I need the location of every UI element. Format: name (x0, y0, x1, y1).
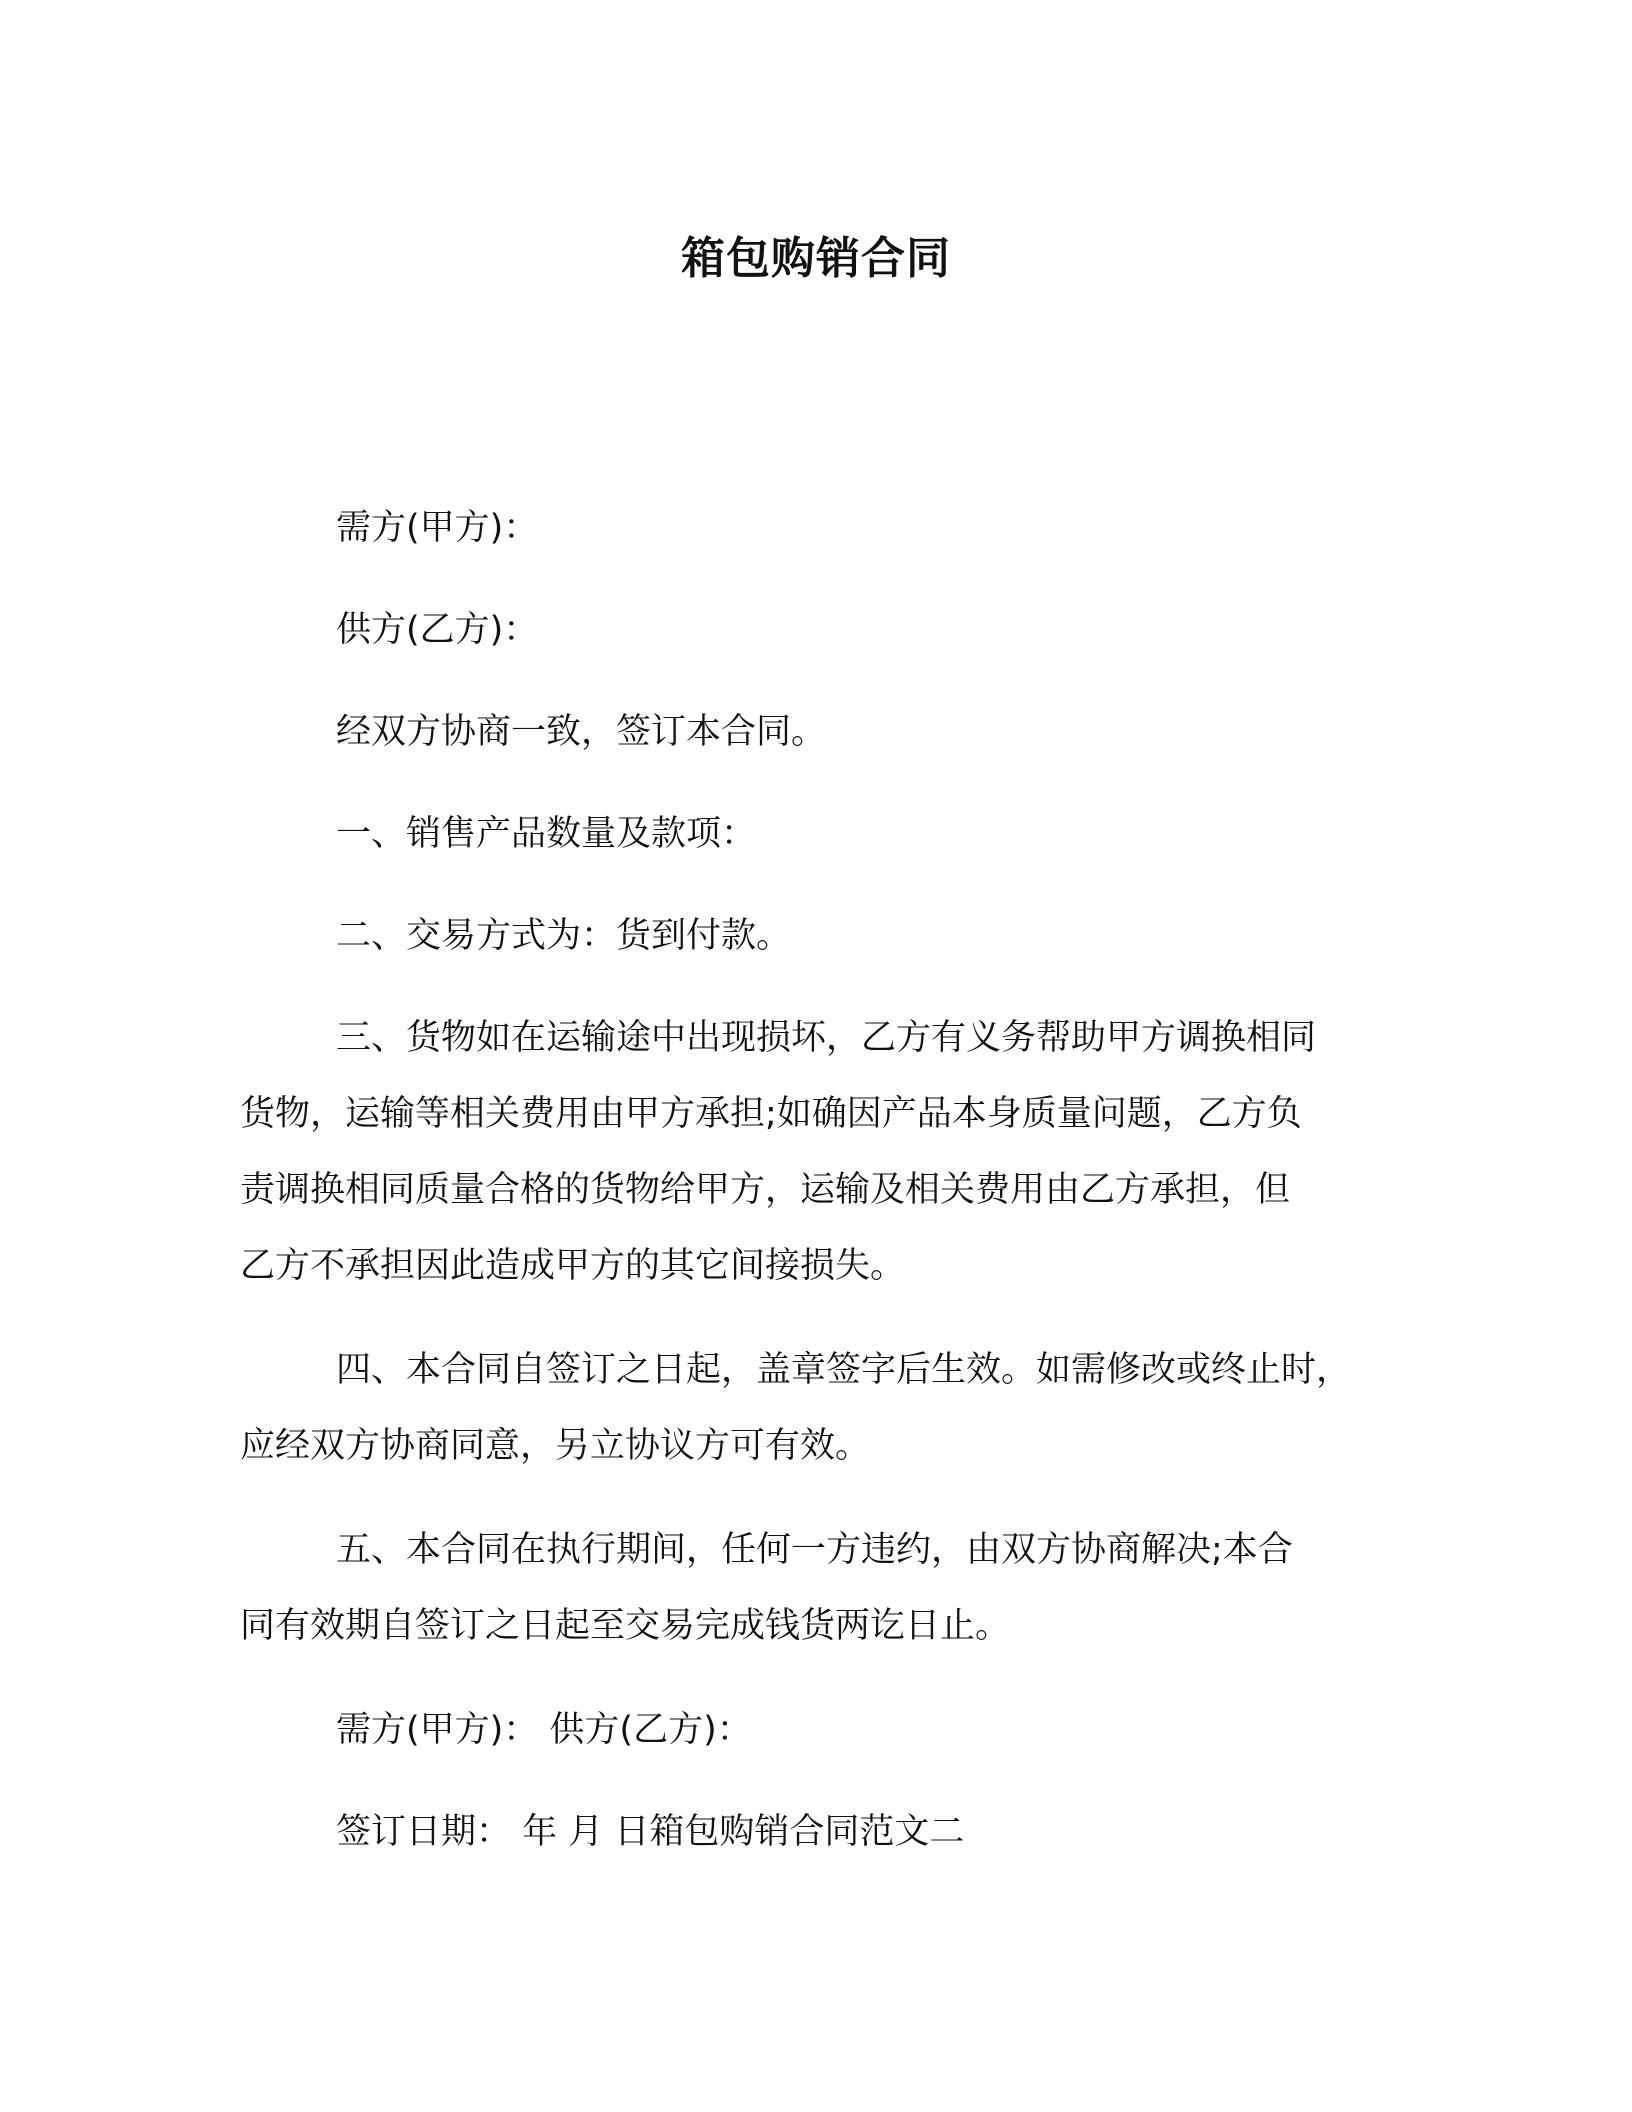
sign-date-line (240, 1794, 1410, 1870)
clause-4-paragraph (240, 1332, 1410, 1484)
document-title: 箱包购销合同 (681, 233, 951, 284)
clause-1-paragraph (240, 796, 1410, 872)
intro-paragraph (240, 694, 1410, 770)
buyer-label: 需方(甲方)： (336, 508, 539, 548)
clause-4-line-1: 四、本合同自签订之日起，盖章签字后生效。如需修改或终止时， (336, 1350, 1352, 1390)
clause-5-paragraph (240, 1512, 1410, 1664)
buyer-line (240, 490, 1410, 566)
seller-label: 供方(乙方)： (336, 610, 539, 650)
intro-text: 经双方协商一致，签订本合同。 (336, 712, 827, 752)
clause-2-text: 二、交易方式为：货到付款。 (336, 916, 792, 956)
clause-5-line-1: 五、本合同在执行期间，任何一方违约，由双方协商解决;本合 (336, 1530, 1293, 1570)
clause-4-line-2: 应经双方协商同意，另立协议方可有效。 (240, 1426, 871, 1466)
clause-3-line-3: 责调换相同质量合格的货物给甲方，运输及相关费用由乙方承担，但 (240, 1170, 1291, 1210)
seller-line (240, 592, 1410, 668)
sign-date-text: 签订日期： 年 月 日箱包购销合同范文二 (336, 1812, 965, 1852)
clause-3-paragraph (240, 1000, 1410, 1304)
clause-1-text: 一、销售产品数量及款项： (336, 814, 757, 854)
signatures-text: 需方(甲方)： 供方(乙方)： (336, 1710, 752, 1750)
clause-3-line-2: 货物，运输等相关费用由甲方承担;如确因产品本身质量问题，乙方负 (240, 1094, 1302, 1134)
signatures-line (240, 1692, 1410, 1768)
clause-2-paragraph (240, 898, 1410, 974)
clause-3-line-4: 乙方不承担因此造成甲方的其它间接损失。 (240, 1246, 906, 1286)
clause-5-line-2: 同有效期自签订之日起至交易完成钱货两讫日止。 (240, 1606, 1011, 1646)
clause-3-line-1: 三、货物如在运输途中出现损坏，乙方有义务帮助甲方调换相同 (336, 1018, 1317, 1058)
